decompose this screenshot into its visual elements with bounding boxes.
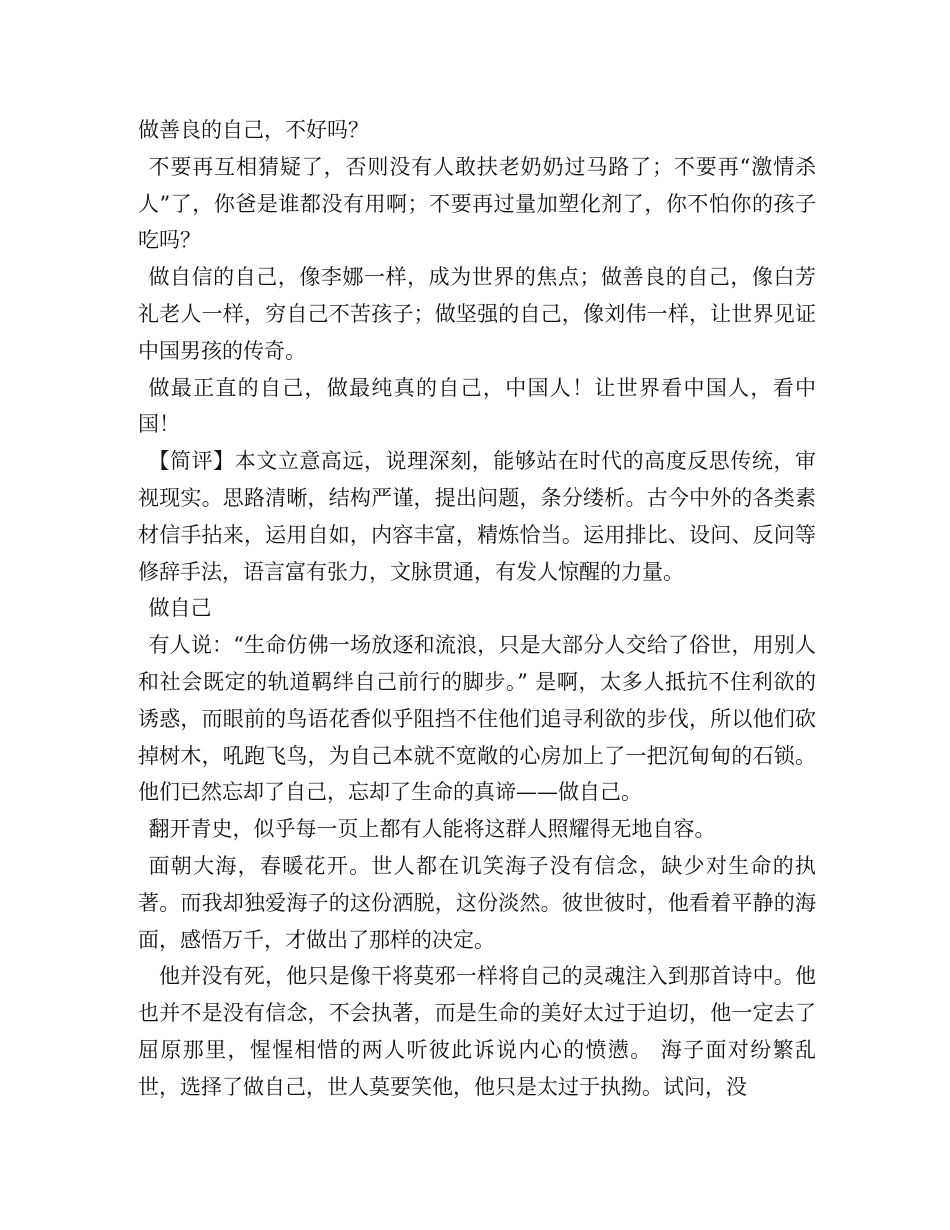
document-page: [138, 112, 816, 1106]
essay-title: 做自己: [148, 596, 212, 621]
paragraph-haizi: 他并没有死，他只是像干将莫邪一样将自己的灵魂注入到那首诗中。他也并不是没有信念，不会执著，而是生命的美好太过于迫切，他一定去了屈原那里，惺惺相惜的两人听彼此诉说内心的愤懑。 海子面对纷繁乱世，选择了做自己，世人莫要笑他，他只是太过于执拗。试问，没: [138, 964, 816, 1099]
paragraph-be-confident: 做自信的自己，像李娜一样，成为世界的焦点；做善良的自己，像白芳礼老人一样，穷自己不苦孩子；做坚强的自己，像刘伟一样，让世界见证中国男孩的传奇。: [138, 265, 816, 363]
paragraph-brief-comment: 【简评】本文立意高远，说理深刻，能够站在时代的高度反思传统，审视现实。思路清晰，结构严谨，提出问题，条分缕析。古今中外的各类素材信手拈来，运用自如，内容丰富，精炼恰当。运用排比、设问、反问等修辞手法，语言富有张力，文脉贯通，有发人惊醒的力量。: [138, 449, 816, 584]
paragraph-facing-sea: 面朝大海，春暖花开。世人都在讥笑海子没有信念，缺少对生命的执著。而我却独爱海子的这份洒脱，这份淡然。彼世彼时，他看着平静的海面，感悟万千，才做出了那样的决定。: [138, 853, 816, 952]
paragraph-history: 翻开青史，似乎每一页上都有人能将这群人照耀得无地自容。: [148, 817, 716, 842]
paragraph-someone-said: 有人说：“生命仿佛一场放逐和流浪，只是大部分人交给了俗世，用别人和社会既定的轨道羁绊自己前行的脚步。” 是啊，太多人抵抗不住利欲的诱惑，而眼前的鸟语花香似乎阻挡不住他们追寻利欲的步伐，所以他们砍掉树木，吼跑飞鸟，为自己本就不宽敞的心房加上了一把沉甸甸的石锁。他们已然忘却了自己，忘却了生命的真谛——做自己。: [138, 633, 816, 805]
paragraph-be-upright: 做最正直的自己，做最纯真的自己，中国人！让世界看中国人，看中国！: [138, 375, 816, 437]
paragraph-stop-suspicion: 不要再互相猜疑了，否则没有人敢扶老奶奶过马路了；不要再“激情杀人”了，你爸是谁都没有用啊；不要再过量加塑化剂了，你不怕你的孩子吃吗？: [138, 154, 816, 253]
paragraph-be-kind: 做善良的自己，不好吗？: [138, 118, 369, 142]
